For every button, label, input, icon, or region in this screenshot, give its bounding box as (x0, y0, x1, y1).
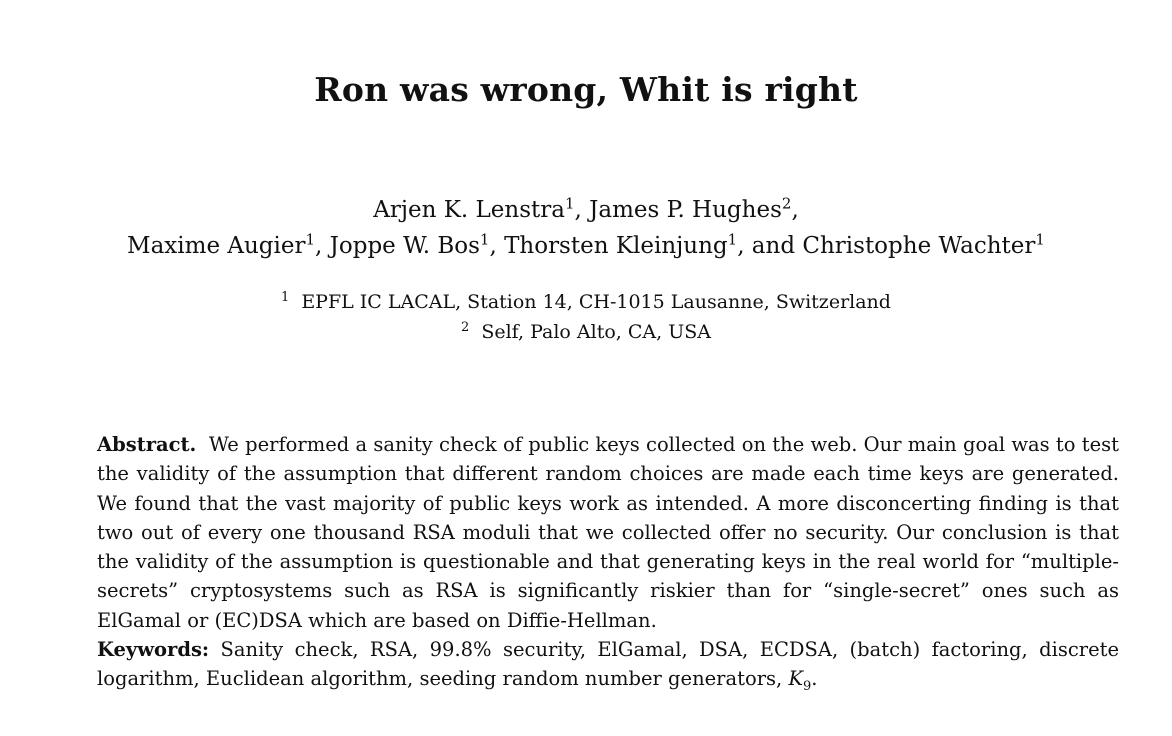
keywords-label: Keywords: (97, 638, 210, 662)
keywords-text: Sanity check, RSA, 99.8% security, ElGamal, DSA, ECDSA, (batch) factoring, discrete logarithm, Euclidean algorithm, seeding random number generators, (97, 638, 1120, 691)
affiliation-item (0, 287, 1172, 317)
paper-title: Ron was wrong, Whit is right (314, 70, 858, 109)
affiliation-mark: 1 (281, 289, 290, 305)
author-separator: , and (737, 233, 803, 259)
author-separator: , (791, 197, 799, 223)
abstract-paragraph (97, 430, 1119, 635)
author-name: James P. Hughes (589, 197, 782, 223)
author-affil-mark: 1 (305, 230, 316, 249)
author-affil-mark: 1 (727, 230, 738, 249)
author-separator: , (574, 197, 590, 223)
abstract-text: We performed a sanity check of public keys collected on the web. Our main goal was to test the validity of the assumption that different random choices are made each time keys are generated. We found that the vast majority of public keys work as intended. A more disconcerting finding is that two out of every one thousand RSA moduli that we collected offer no security. Our conclusion is that the validity of the assumption is questionable and that generating keys in the real world for “multiple-secrets” cryptosystems such as RSA is significantly riskier than for “single-secret” ones such as ElGamal or (EC)DSA which are based on Diffie-Hellman. (97, 433, 1119, 632)
affiliation-text: EPFL IC LACAL, Station 14, CH-1015 Lausanne, Switzerland (301, 291, 891, 313)
affiliation-list (0, 287, 1172, 347)
author-affil-mark: 1 (479, 230, 490, 249)
affiliation-text: Self, Palo Alto, CA, USA (481, 321, 711, 343)
author-name: Arjen K. Lenstra (373, 197, 565, 223)
author-line-2 (0, 228, 1172, 264)
author-affil-mark: 1 (564, 194, 575, 213)
author-affil-mark: 1 (1035, 230, 1045, 249)
keywords-math-base: K (788, 667, 804, 691)
abstract-label: Abstract. (97, 433, 197, 456)
keywords-paragraph (97, 635, 1119, 701)
author-affil-mark: 2 (781, 194, 792, 213)
keywords-end: . (811, 667, 818, 691)
author-list (0, 192, 1172, 264)
author-name: Joppe W. Bos (329, 233, 480, 259)
author-separator: , (489, 233, 505, 259)
author-name: Thorsten Kleinjung (504, 233, 728, 259)
abstract-section (97, 430, 1119, 702)
affiliation-item (0, 317, 1172, 347)
keywords-math (788, 667, 812, 695)
affiliation-mark: 2 (461, 319, 470, 335)
keywords-math-sub: 9 (803, 679, 812, 695)
author-line-1 (0, 192, 1172, 228)
author-name: Christophe Wachter (802, 233, 1036, 259)
author-separator: , (315, 233, 330, 259)
author-name: Maxime Augier (127, 233, 306, 259)
